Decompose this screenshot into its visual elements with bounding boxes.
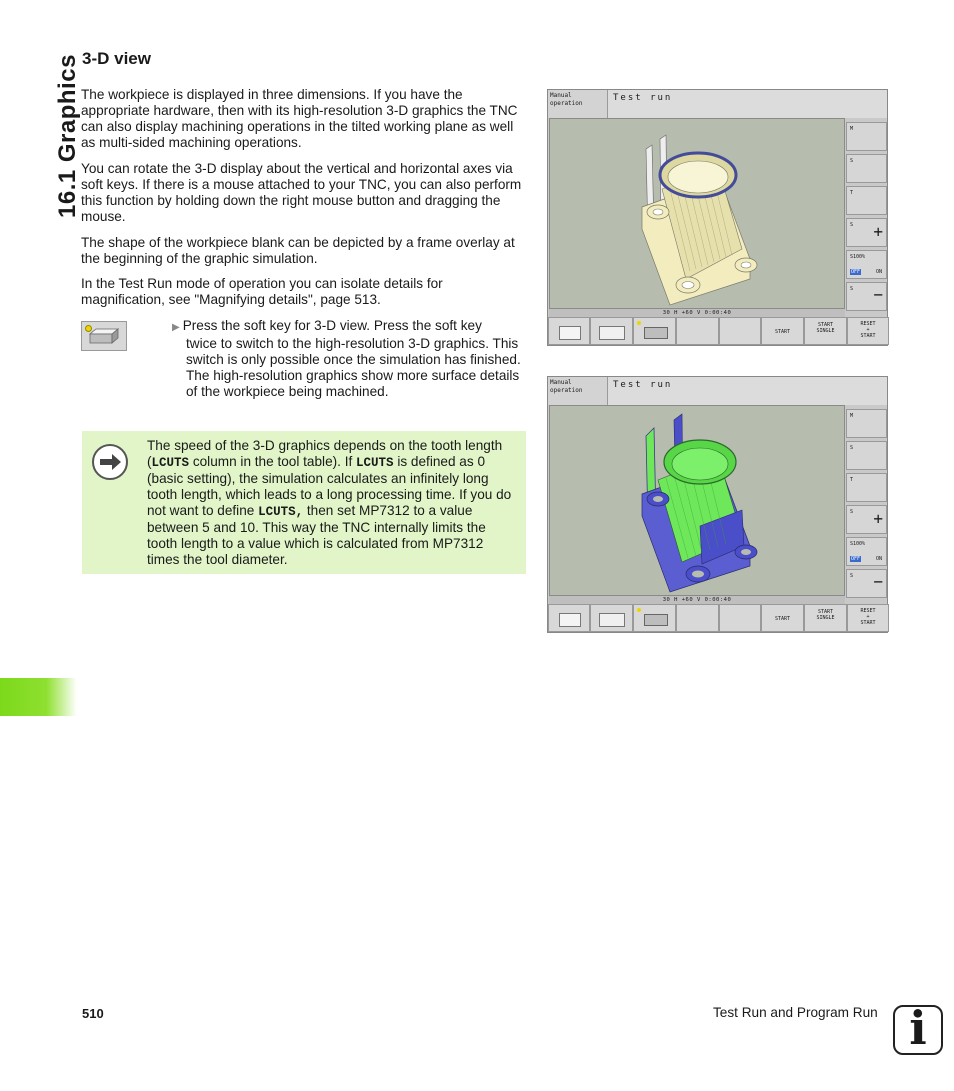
softkey-blank-1[interactable] [548, 604, 590, 632]
softkey-s-minus[interactable]: S − [846, 282, 887, 311]
softkey-s-minus[interactable]: S − [846, 569, 887, 598]
footer-chapter-title: Test Run and Program Run [713, 1005, 878, 1020]
plus-icon: + [873, 222, 883, 241]
vertical-softkeys [846, 118, 888, 317]
minus-icon: − [873, 285, 883, 304]
softkey-blank-1[interactable] [548, 317, 590, 345]
workpiece-3d-model [550, 119, 845, 309]
paragraph-hardware: The workpiece is displayed in three dimensions. If you have the appropriate hardware, then with its high-resolution 3-D graphics the TNC can also display machining operations in the tilted working plane as well as multi-sided machining operations. [81, 87, 518, 150]
paragraph-blank: The shape of the workpiece blank can be depicted by a frame overlay at the beginning of the graphic simulation. [81, 235, 515, 266]
graphics-view [549, 405, 845, 596]
paragraph-rotate: You can rotate the 3-D display about the vertical and horizontal axes via soft keys. If there is a mouse attached to your TNC, you can also perform this function by holding down the right mouse button and dragging the mouse. [81, 161, 522, 224]
page-number: 510 [82, 1006, 104, 1021]
step-first-line: Press the soft key for 3-D view. Press the soft key [182, 318, 482, 333]
plus-icon: + [873, 509, 883, 528]
mode-label: Manual operation [548, 90, 608, 118]
softkey-start-single[interactable]: START SINGLE [804, 317, 847, 345]
status-bar: 30 H +60 V 0:00:40 [549, 596, 845, 604]
softkey-t[interactable]: T [846, 473, 887, 502]
softkey-empty-2[interactable] [719, 317, 761, 345]
workpiece-3d-model-high-res [550, 406, 845, 596]
tnc-screen-high-res [547, 376, 888, 633]
vertical-softkeys [846, 405, 888, 604]
note-arrow-icon [92, 444, 128, 480]
softkey-s-plus[interactable]: S + [846, 505, 887, 534]
paragraph-magnify: In the Test Run mode of operation you can isolate details for magnification, see "Magnifying details", page 513. [81, 276, 443, 307]
screen-title: Test run [608, 90, 887, 118]
softkey-s[interactable]: S [846, 154, 887, 183]
softkey-s100[interactable]: S100% OFF ON [846, 537, 887, 566]
softkey-empty-1[interactable] [676, 317, 719, 345]
step-arrow-icon: ▶ [172, 322, 180, 333]
softkey-3d-view-icon [81, 321, 127, 351]
softkey-s[interactable]: S [846, 441, 887, 470]
horizontal-softkeys [548, 604, 889, 632]
softkey-3d-view[interactable] [633, 604, 676, 632]
softkey-views[interactable] [590, 604, 633, 632]
minus-icon: − [873, 572, 883, 591]
softkey-m[interactable]: M [846, 409, 887, 438]
horizontal-softkeys [548, 317, 889, 345]
softkey-3d-view[interactable] [633, 317, 676, 345]
section-title: 3-D view [82, 49, 151, 68]
chapter-tab-marker [0, 678, 77, 716]
softkey-empty-2[interactable] [719, 604, 761, 632]
info-icon: i [893, 1005, 943, 1055]
step-rest: twice to switch to the high-resolution 3-D graphics. This switch is only possible once the simulation has finished. The high-resolution graphics show more surface details of the workpiece being machined. [186, 336, 521, 399]
softkey-start[interactable]: START [761, 604, 804, 632]
softkey-m[interactable]: M [846, 122, 887, 151]
softkey-reset-start[interactable]: RESET + START [847, 604, 889, 632]
step-instruction [172, 318, 528, 400]
softkey-start[interactable]: START [761, 317, 804, 345]
status-bar: 30 H +60 V 0:00:40 [549, 309, 845, 317]
softkey-s100[interactable]: S100% OFF ON [846, 250, 887, 279]
softkey-t[interactable]: T [846, 186, 887, 215]
softkey-start-single[interactable]: START SINGLE [804, 604, 847, 632]
graphics-view [549, 118, 845, 309]
softkey-views[interactable] [590, 317, 633, 345]
screen-title: Test run [608, 377, 887, 405]
note-text: The speed of the 3-D graphics depends on the tooth length (LCUTS column in the tool table). If LCUTS is defined as 0 (basic setting), the simulation calculates an infinitely long tooth length, which leads to a long processing time. If you do not want to define LCUTS, then set MP7312 to a value between 5 and 10. This way the TNC internally limits the tooth length to a value which is calculated from MP7312 times the tool diameter. [147, 438, 512, 567]
softkey-empty-1[interactable] [676, 604, 719, 632]
mode-label: Manual operation [548, 377, 608, 405]
softkey-s-plus[interactable]: S + [846, 218, 887, 247]
tnc-screen-standard [547, 89, 888, 346]
chapter-side-title: 16.1 Graphics [54, 54, 81, 218]
softkey-reset-start[interactable]: RESET + START [847, 317, 889, 345]
note-box [82, 431, 526, 574]
